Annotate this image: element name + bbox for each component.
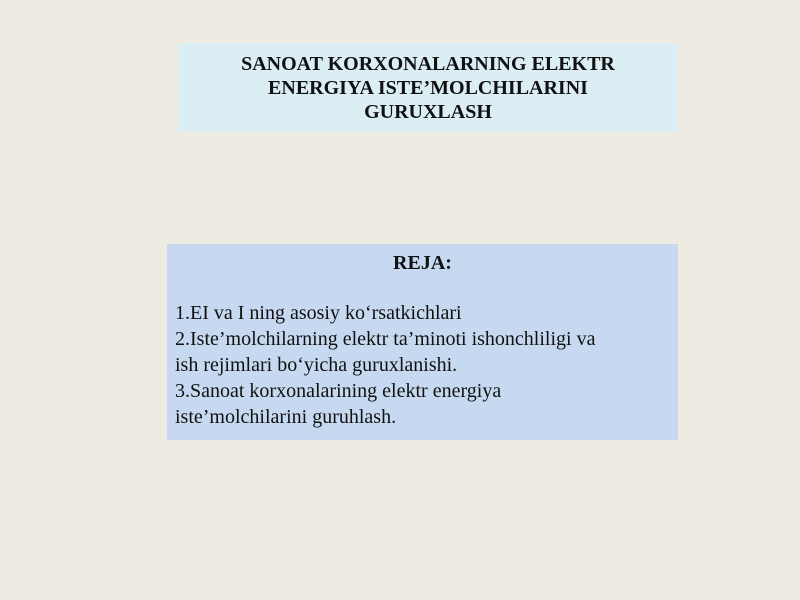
- plan-box: [167, 244, 678, 440]
- slide-title-box: [178, 43, 678, 132]
- plan-item-2: 2.Iste’molchilarning elektr ta’minoti ishonchliligi va: [175, 328, 596, 350]
- plan-heading: REJA:: [393, 252, 452, 274]
- slide-title-line-2: ENERGIYA ISTE’MOLCHILARINI: [268, 77, 588, 99]
- slide-title-line-1: SANOAT KORXONALARNING ELEKTR: [241, 53, 615, 75]
- plan-item-3: 3.Sanoat korxonalarining elektr energiya: [175, 380, 502, 402]
- plan-item-1: 1.EI va I ning asosiy ko‘rsatkichlari: [175, 302, 462, 324]
- plan-item-2-continued: ish rejimlari bo‘yicha guruxlanishi.: [175, 354, 458, 376]
- slide-title-line-3: GURUXLASH: [364, 101, 492, 123]
- plan-item-3-continued: iste’molchilarini guruhlash.: [175, 406, 397, 428]
